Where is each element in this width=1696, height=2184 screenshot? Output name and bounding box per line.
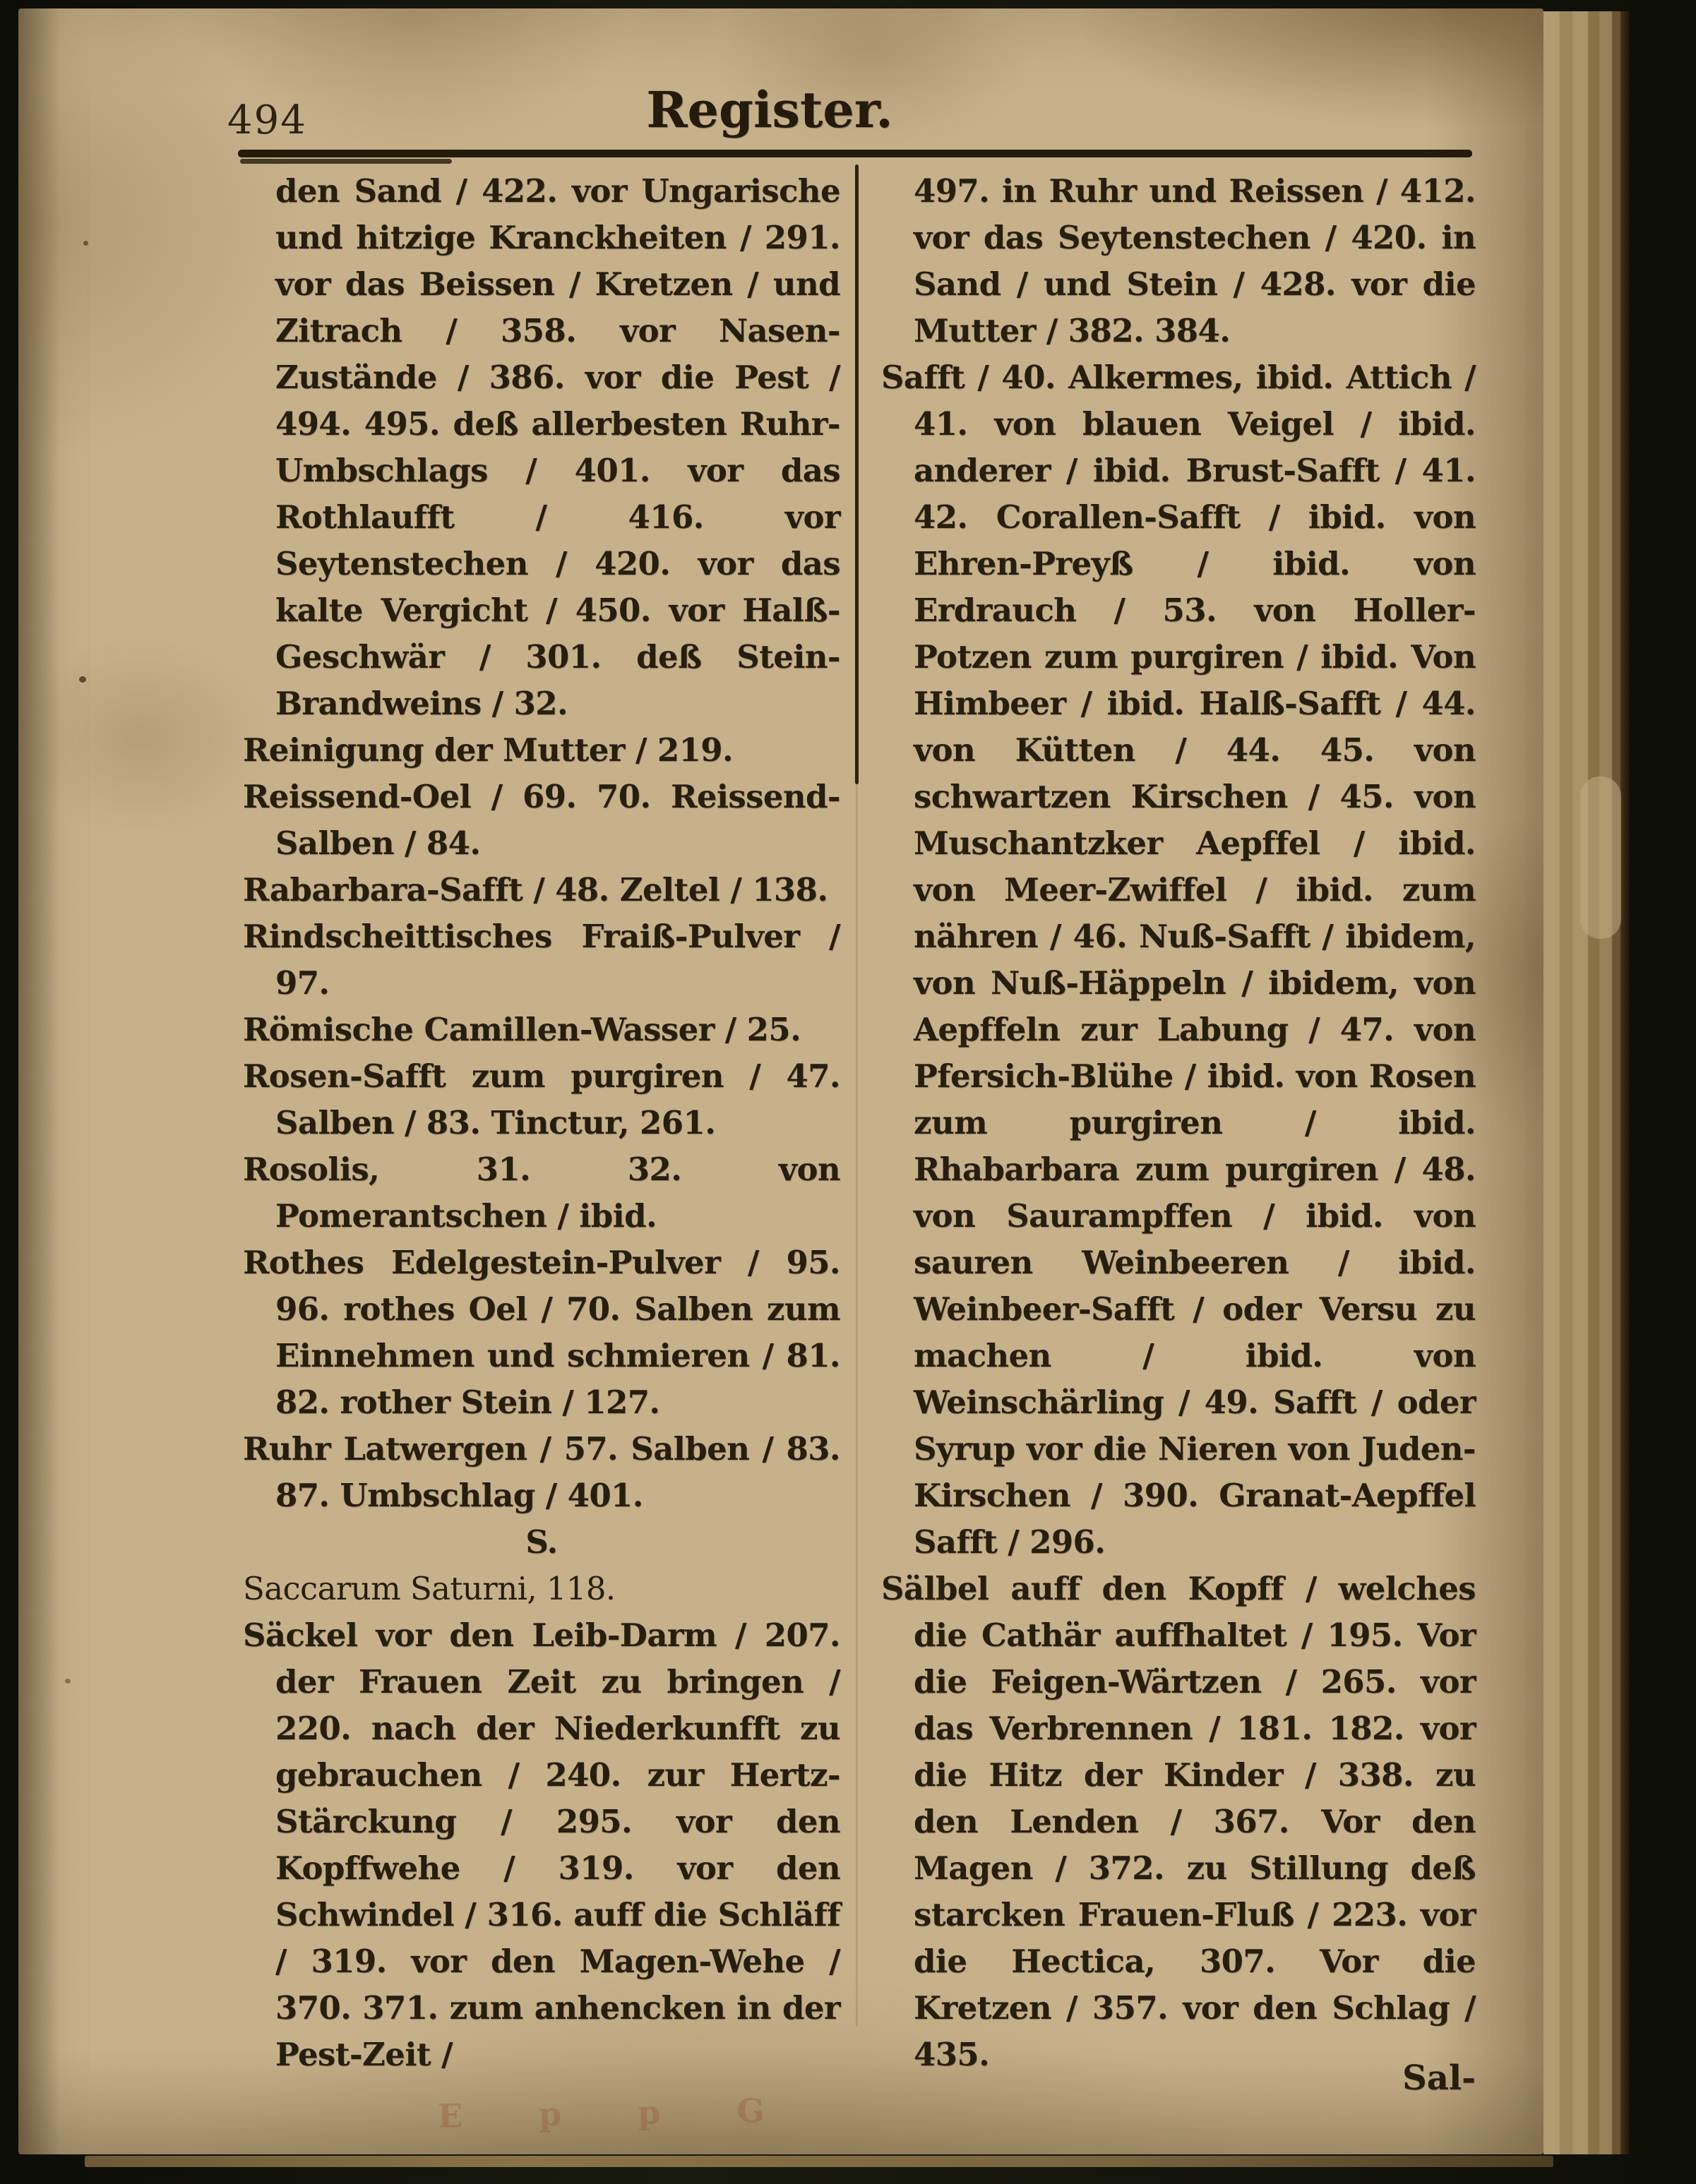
entry-headword: Rindscheittisches bbox=[243, 918, 582, 955]
index-entry: Säckel vor den Leib-Darm / 207. der Frauen Zeit zu bringen / 220. nach der Niederkunfft zu gebrauchen / 240. zur Hertz-Stärckung / 295. vor den Kopffwehe / 319. vor den Schwindel / 316. auff die Schläff / 319. vor den Magen-Wehe / 370. 371. zum anhencken in der Pest-Zeit / bbox=[243, 1616, 840, 2073]
column-divider-rule bbox=[855, 164, 859, 784]
index-entry: Saccarum Saturni, 118. bbox=[243, 1570, 616, 1607]
ink-speck bbox=[83, 241, 88, 246]
entry-headword: Sälbel bbox=[881, 1570, 1011, 1607]
index-entry: Ruhr Latwergen / 57. Salben / 83. 87. Umbschlag / 401. bbox=[243, 1430, 840, 1514]
book-fore-edge bbox=[1543, 11, 1630, 2154]
index-entry: Reissend-Oel / 69. 70. Reissend-Salben / 84. bbox=[243, 778, 840, 862]
index-entry: Rosen-Safft zum purgiren / 47. Salben / 83. Tinctur, 261. bbox=[243, 1057, 840, 1141]
index-entry: Rabarbara-Safft / 48. Zeltel / 138. bbox=[243, 871, 828, 908]
column-divider-faint bbox=[856, 784, 858, 2027]
bleedthrough-marks: E p p G bbox=[437, 2091, 798, 2135]
bottom-page-edges bbox=[85, 2156, 1553, 2167]
entry-headword: Reissend-Oel bbox=[243, 778, 491, 815]
entry-headword: Rothes bbox=[243, 1244, 392, 1281]
index-entry: Römische Camillen-Wasser / 25. bbox=[243, 1011, 801, 1048]
catchword: Sal- bbox=[1402, 2058, 1476, 2098]
entry-headword: Römische bbox=[243, 1011, 424, 1048]
left-column bbox=[243, 168, 840, 2078]
entry-headword: Säckel bbox=[243, 1616, 376, 1654]
entry-headword: Rabarbara-Safft bbox=[243, 871, 534, 908]
entry-headword: Reinigung bbox=[243, 731, 434, 769]
fore-edge-highlight bbox=[1580, 776, 1621, 939]
index-entry: Rindscheittisches Fraiß-Pulver / 97. bbox=[243, 918, 840, 1002]
entry-headword: Safft bbox=[881, 359, 978, 396]
header-rule bbox=[238, 150, 1472, 157]
entry-headword: Rosolis, bbox=[243, 1151, 477, 1188]
index-entry: Rothes Edelgestein-Pulver / 95. 96. rothes Oel / 70. Salben zum Einnehmen und schmieren / 81. 82. rother Stein / 127. bbox=[243, 1244, 840, 1421]
page-title: Register. bbox=[646, 80, 893, 139]
index-entry: Reinigung der Mutter / 219. bbox=[243, 731, 734, 769]
right-column bbox=[881, 168, 1476, 2078]
header-rule-segment bbox=[240, 159, 452, 164]
index-entry: Safft / 40. Alkermes, ibid. Attich / 41. von blauen Veigel / ibid. anderer / ibid. Brust-Safft / 41. 42. Corallen-Safft / ibid. von Ehren-Preyß / ibid. von Erdrauch / 53. von Holler-Potzen zum purgiren / ibid. Von Himbeer / ibid. Halß-Safft / 44. von Kütten / 44. 45. von schwartzen Kirschen / 45. von Muschantzker Aepffel / ibid. von Meer-Zwiffel / ibid. zum nähren / 46. Nuß-Safft / ibidem, von Nuß-Häppeln / ibidem, von Aepffeln zur Labung / 47. von Pfersich-Blühe / ibid. von Rosen zum purgiren / ibid. Rhabarbara zum purgiren / 48. von Saurampffen / ibid. von sauren Weinbeeren / ibid. Weinbeer-Safft / oder Versu zu machen / ibid. von Weinschärling / 49. Safft / oder Syrup vor die Nieren von Juden-Kirschen / 390. Granat-Aepffel Safft / 296. bbox=[881, 359, 1476, 1561]
index-entry: 497. in Ruhr und Reissen / 412. vor das Seytenstechen / 420. in Sand / und Stein / 428. vor die Mutter / 382. 384. bbox=[914, 172, 1476, 349]
index-entry: Rosolis, 31. 32. von Pomerantschen / ibid. bbox=[243, 1151, 840, 1235]
index-entry: Sälbel auff den Kopff / welches die Cathär auffhaltet / 195. Vor die Feigen-Wärtzen / 265. vor das Verbrennen / 181. 182. vor die Hitz der Kinder / 338. zu den Lenden / 367. Vor den Magen / 372. zu Stillung deß starcken Frauen-Fluß / 223. vor die Hectica, 307. Vor die Kretzen / 357. vor den Schlag / 435. bbox=[881, 1570, 1476, 2073]
index-entry: den Sand / 422. vor Ungarische und hitzige Kranckheiten / 291. vor das Beissen / Kretzen / und Zitrach / 358. vor Nasen-Zustände / 386. vor die Pest / 494. 495. deß allerbesten Ruhr-Umbschlags / 401. vor das Rothlaufft / 416. vor Seytenstechen / 420. vor das kalte Vergicht / 450. vor Halß-Geschwär / 301. deß Stein-Brandweins / 32. bbox=[275, 172, 840, 722]
ink-speck bbox=[79, 676, 86, 683]
entry-headword: Ruhr bbox=[243, 1430, 344, 1468]
section-heading: S. bbox=[525, 1523, 558, 1561]
entry-headword: Rosen-Safft bbox=[243, 1057, 472, 1095]
page-number: 494 bbox=[227, 97, 307, 143]
ink-speck bbox=[65, 1679, 71, 1684]
